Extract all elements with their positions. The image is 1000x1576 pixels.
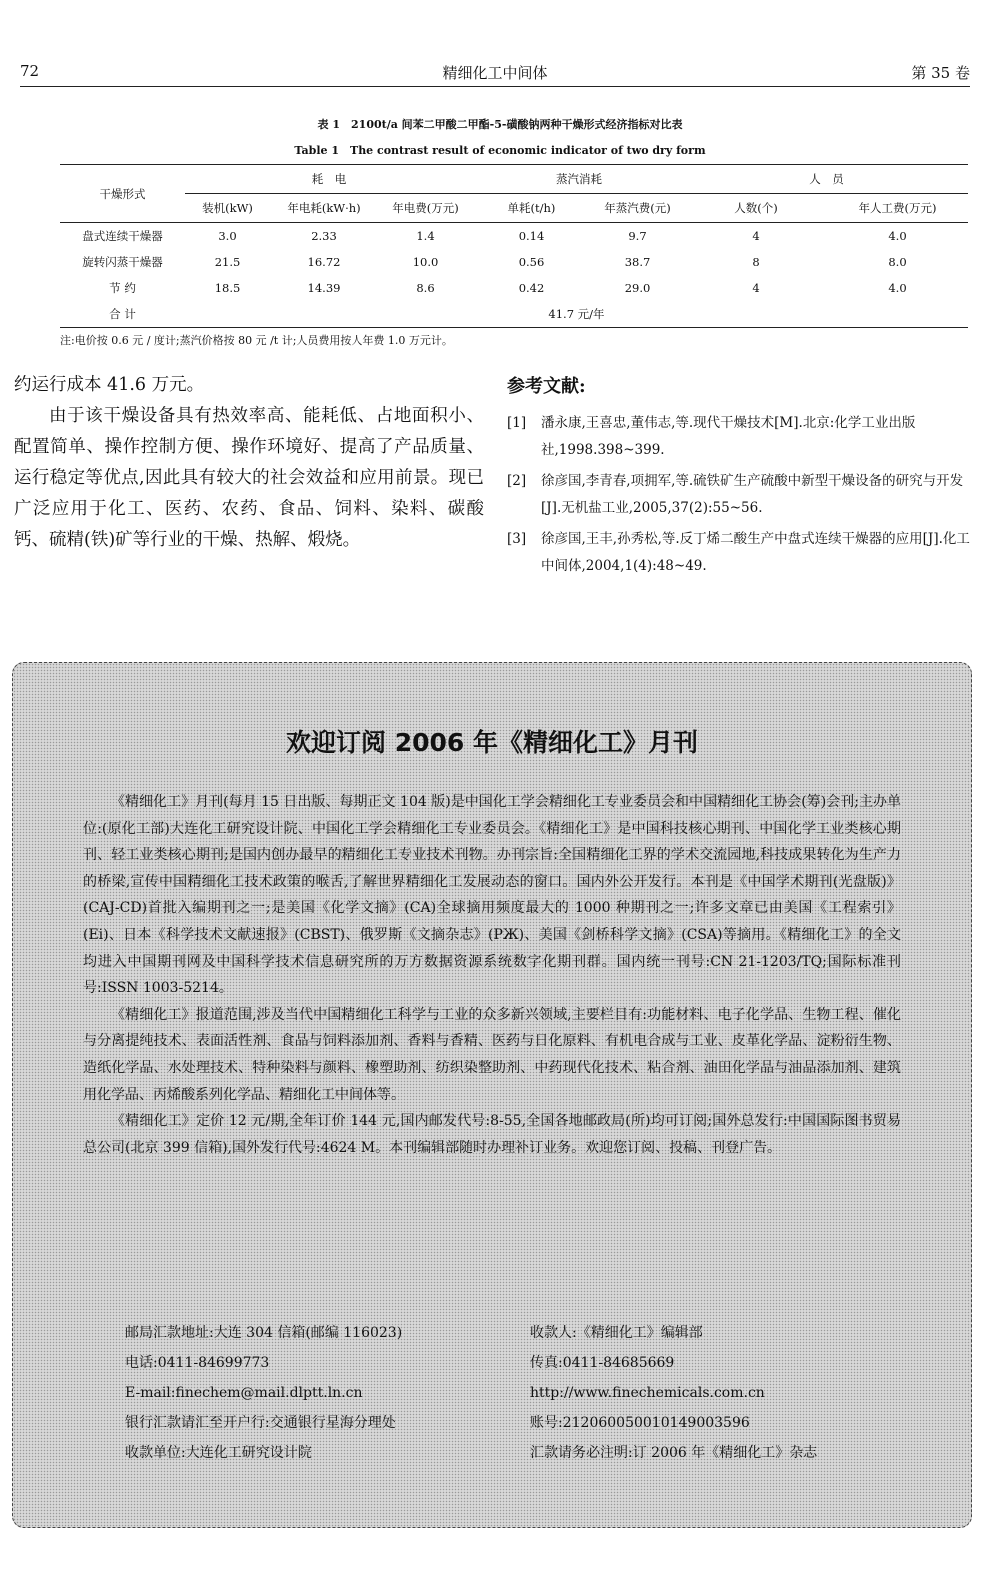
reference-number: [1] [507,415,527,431]
table-cell: 16.72 [307,255,341,269]
table-cell: 4 [752,229,760,243]
table-cell: 4.0 [888,229,907,243]
references-section [507,372,973,584]
contact-left-column [125,1318,505,1468]
subheader-cell: 年人工费(万元) [827,194,968,223]
table-note: 注:电价按 0.6 元 / 度计;蒸汽价格按 80 元 /t 计;人员费用按人年费 1.0 万元计。 [60,334,453,347]
journal-name: 精细化工中间体 [442,64,548,82]
subscription-body [83,789,901,1161]
table-cell: 0.56 [518,255,545,269]
subscription-title: 欢迎订阅 2006 年《精细化工》月刊 [286,728,698,757]
row-label: 盘式连续干燥器 [82,229,163,243]
reference-item [507,468,973,522]
remittance-note: 汇款请务必注明:订 2006 年《精细化工》杂志 [530,1445,818,1461]
body-line: 约运行成本 41.6 万元。 [14,375,205,395]
group-header-power: 耗 电 [185,165,473,194]
table-cell: 10.0 [412,255,439,269]
economic-indicator-table [60,164,968,328]
table-cell: 0.14 [518,229,545,243]
table-row [60,275,968,301]
group-header-staff: 人 员 [685,165,968,194]
row-label: 旋转闪蒸干燥器 [82,255,163,269]
table-row [60,223,968,250]
subscription-paragraph: 《精细化工》月刊(每月 15 日出版、每期正文 104 版)是中国化工学会精细化工专业委员会和中国精细化工协会(筹)会刊;主办单位:(原化工部)大连化工研究设计院、中国化工学会精细化工专业委员会。《精细化工》是中国科技核心期刊、中国化学工业类核心期刊、轻工业类核心期刊;是国内创办最早的精细化工专业技术刊物。办刊宗旨:全国精细化工界的学术交流园地,科技成果转化为生产力的桥梁,宣传中国精细化工技术政策的喉舌,了解世界精细化工发展动态的窗口。国内外公开发行。本刊是《中国学术期刊(光盘版)》(CAJ-CD)首批入编期刊之一;是美国《化学文摘》(CA)全球摘用频度最大的 1000 种期刊之一;许多文章已由美国《工程索引》(Ei)、日本《科学技术文献速报》(CBST)、俄罗斯《文摘杂志》(РЖ)、美国《剑桥科学文摘》(CSA)等摘用。《精细化工》的全文均进入中国期刊网及中国科学技术信息研究所的万方数据资源系统数字化期刊群。国内统一刊号:CN 21-1203/TQ;国际标准刊号:ISSN 1003-5214。 [83,794,901,997]
table-cell: 4.0 [888,281,907,295]
table-cell: 1.4 [416,229,435,243]
references-heading: 参考文献: [507,376,586,397]
subscription-paragraph: 《精细化工》报道范围,涉及当代中国精细化工科学与工业的众多新兴领域,主要栏目有:功能材料、电子化学品、生物工程、催化与分离提纯技术、表面活性剂、食品与饲料添加剂、香料与香精、医药与日化原料、有机电合成与工业、皮革化学品、淀粉衍生物、造纸化学品、水处理技术、特种染料与颜料、橡塑助剂、纺织染整助剂、中药现代化技术、粘合剂、油田化学品与油品添加剂、建筑用化学品、丙烯酸系列化学品、精细化工中间体等。 [83,1006,901,1103]
page-number: 72 [20,62,40,80]
subheader-cell: 年电耗(kW·h) [270,194,378,223]
table-cell: 3.0 [218,229,237,243]
fax-number: 传真:0411-84685669 [530,1355,675,1371]
table-cell: 8 [752,255,760,269]
body-paragraph: 由于该干燥设备具有热效率高、能耗低、占地面积小、配置简单、操作控制方便、操作环境好、提高了产品质量、运行稳定等优点,因此具有较大的社会效益和应用前景。现已广泛应用于化工、医药、农药、食品、饲料、染料、碳酸钙、硫精(铁)矿等行业的干燥、热解、煅烧。 [14,406,484,550]
contact-right-column [530,1318,910,1468]
website-url: http://www.finechemicals.com.cn [530,1385,765,1401]
table-cell: 18.5 [214,281,241,295]
reference-text: 潘永康,王喜忠,董伟志,等.现代干燥技术[M].北京:化学工业出版社,1998.398~399. [541,415,916,458]
table-cell: 4 [752,281,760,295]
left-column [14,370,484,556]
payee: 收款人:《精细化工》编辑部 [530,1325,703,1341]
group-header-steam: 蒸汽消耗 [473,165,685,194]
table-cell: 8.6 [416,281,435,295]
subscription-paragraph: 《精细化工》定价 12 元/期,全年订价 144 元,国内邮发代号:8-55,全国各地邮政局(所)均可订阅;国外总发行:中国国际图书贸易总公司(北京 399 信箱),国外发行代号:4624 M。本刊编辑部随时办理补订业务。欢迎您订阅、投稿、刊登广告。 [83,1113,901,1156]
table-cell: 9.7 [628,229,647,243]
subheader-cell: 年蒸汽费(元) [590,194,685,223]
total-label: 合 计 [60,301,185,328]
table-row [60,249,968,275]
reference-text: 徐彦国,李青春,项拥军,等.硫铁矿生产硫酸中新型干燥设备的研究与开发[J].无机盐工业,2005,37(2):55~56. [541,473,964,516]
table-cell: 38.7 [624,255,651,269]
total-value: 41.7 元/年 [185,301,968,328]
reference-item [507,410,973,464]
table-caption-cn: 表 1 2100t/a 间苯二甲酸二甲酯-5-磺酸钠两种干燥形式经济指标对比表 [317,118,683,131]
table-total-row [60,301,968,328]
page-header [20,62,970,87]
table-cell: 2.33 [311,229,337,243]
row-label: 节 约 [109,281,136,295]
email-address: E-mail:finechem@mail.dlptt.ln.cn [125,1385,363,1401]
table-cell: 21.5 [214,255,241,269]
bank-name: 银行汇款请汇至开户行:交通银行星海分理处 [125,1415,396,1431]
reference-item [507,526,973,580]
table-cell: 0.42 [518,281,545,295]
postal-address: 邮局汇款地址:大连 304 信箱(邮编 116023) [125,1325,403,1341]
subheader-cell: 单耗(t/h) [473,194,590,223]
table-cell: 8.0 [888,255,907,269]
reference-number: [3] [507,531,527,547]
row-header-cell: 干燥形式 [60,165,185,223]
volume-label: 第 35 卷 [911,64,970,82]
subheader-cell: 人数(个) [685,194,827,223]
table-cell: 29.0 [624,281,651,295]
reference-text: 徐彦国,王丰,孙秀松,等.反丁烯二酸生产中盘式连续干燥器的应用[J].化工中间体,2004,1(4):48~49. [541,531,970,574]
reference-number: [2] [507,473,527,489]
subscription-ad-box [12,662,972,1528]
table-caption-en: Table 1 The contrast result of economic indicator of two dry form [294,144,706,157]
phone-number: 电话:0411-84699773 [125,1355,270,1371]
subheader-cell: 年电费(万元) [378,194,473,223]
account-number: 账号:212060050010149003596 [530,1415,750,1431]
payee-unit: 收款单位:大连化工研究设计院 [125,1445,312,1461]
table-cell: 14.39 [307,281,341,295]
subheader-cell: 装机(kW) [185,194,270,223]
